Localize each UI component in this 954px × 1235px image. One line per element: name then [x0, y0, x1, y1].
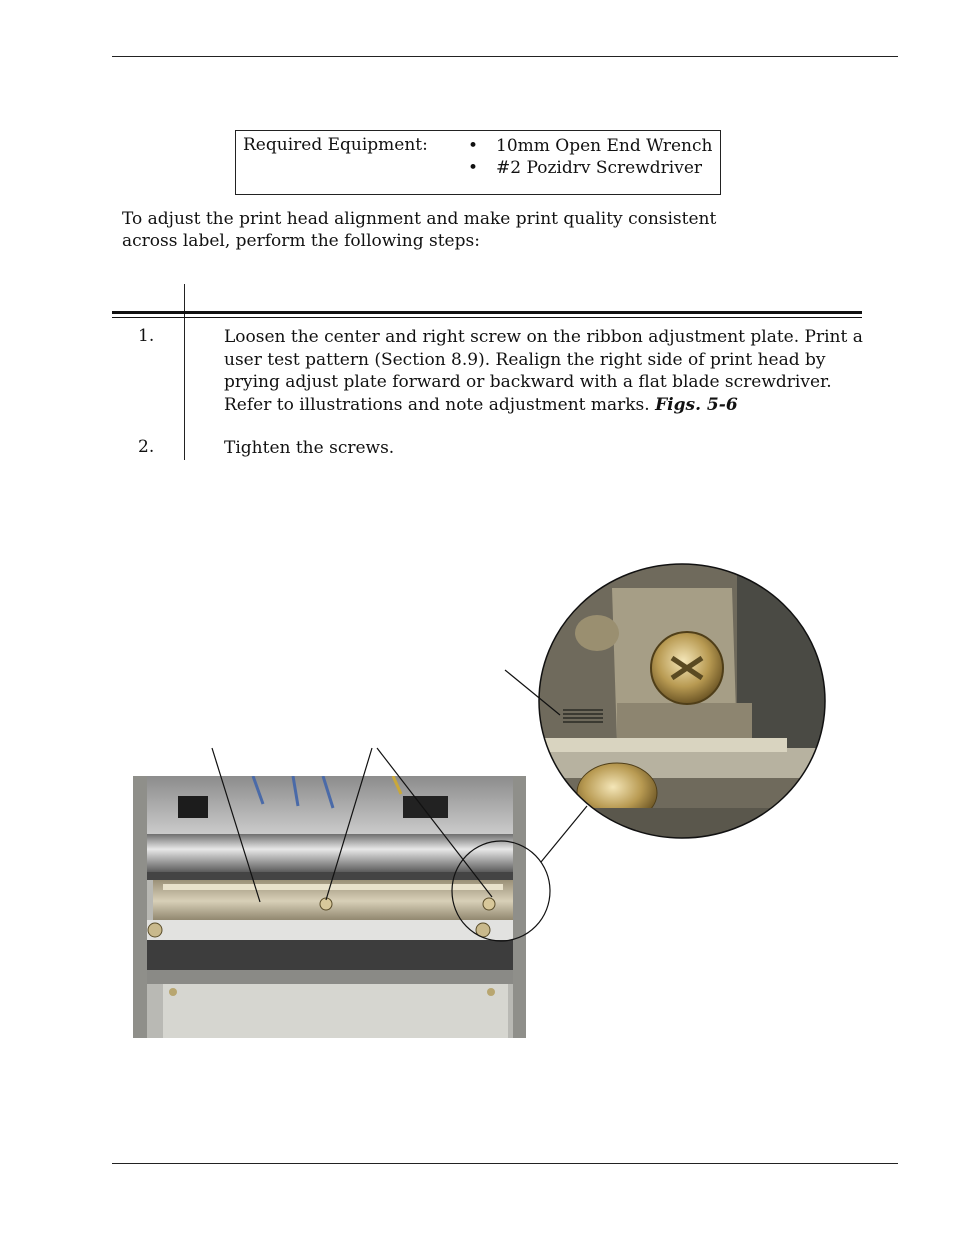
steps-header-rule: [112, 311, 862, 314]
figure-reference: Figs. 5-6: [655, 394, 738, 415]
step-number: 2.: [138, 437, 155, 457]
print-head-photo: [133, 776, 526, 1038]
intro-paragraph: To adjust the print head alignment and make print quality consistent across label, perform the following steps:: [122, 209, 717, 251]
step-text: [224, 326, 874, 416]
equipment-item: • 10mm Open End Wrench: [468, 135, 712, 157]
step-description: Loosen the center and right screw on the ribbon adjustment plate. Print a user test pattern (Section 8.9). Realign the right side of print head by prying adjust plate forward or backward with a flat blade screwdriver. Refer to illustrations and note adjustment marks.: [224, 327, 863, 415]
adjustment-marks-closeup: [537, 563, 827, 843]
header-rule: [112, 56, 898, 57]
step-text: Tighten the screws.: [224, 438, 395, 458]
required-equipment-label: Required Equipment:: [243, 135, 428, 155]
equipment-list: [468, 135, 712, 179]
step-number: 1.: [138, 326, 155, 346]
steps-header-rule-thin: [112, 317, 862, 318]
equipment-item: • #2 Pozidrv Screwdriver: [468, 157, 712, 179]
required-equipment-box: [235, 130, 721, 195]
footer-rule: [112, 1163, 898, 1164]
